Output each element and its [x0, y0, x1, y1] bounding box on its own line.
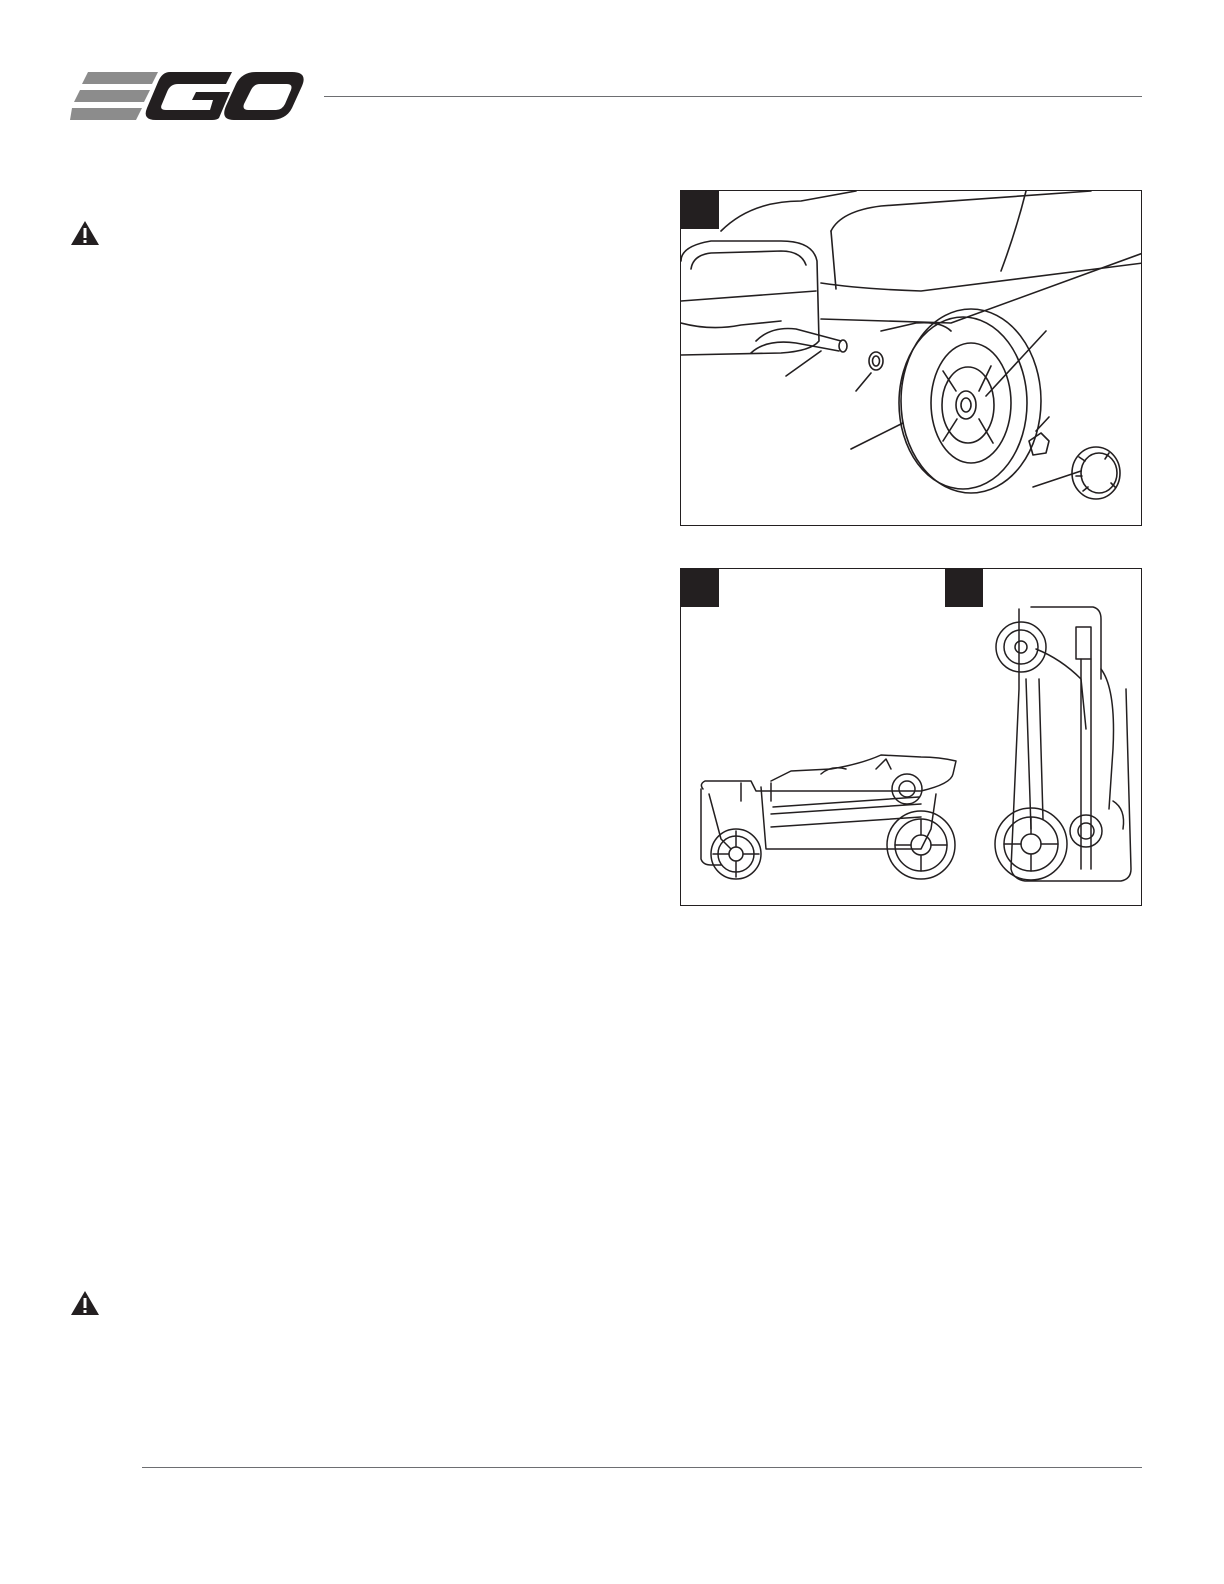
header-rule — [324, 96, 1142, 97]
logo-stripes — [70, 72, 158, 120]
logo-letters — [146, 72, 304, 120]
footer-rule — [142, 1467, 1142, 1468]
folded-mower-illustration — [681, 569, 1142, 906]
figure-folded-mower — [680, 568, 1142, 906]
figure-wheel-assembly — [680, 190, 1142, 526]
folded-mower-vertical — [995, 607, 1131, 881]
warning-triangle-icon — [70, 1290, 100, 1316]
wheel-assembly-illustration — [681, 191, 1142, 526]
warning-triangle-icon — [70, 220, 100, 246]
folded-mower-horizontal — [701, 755, 956, 879]
ego-logo — [70, 70, 306, 122]
